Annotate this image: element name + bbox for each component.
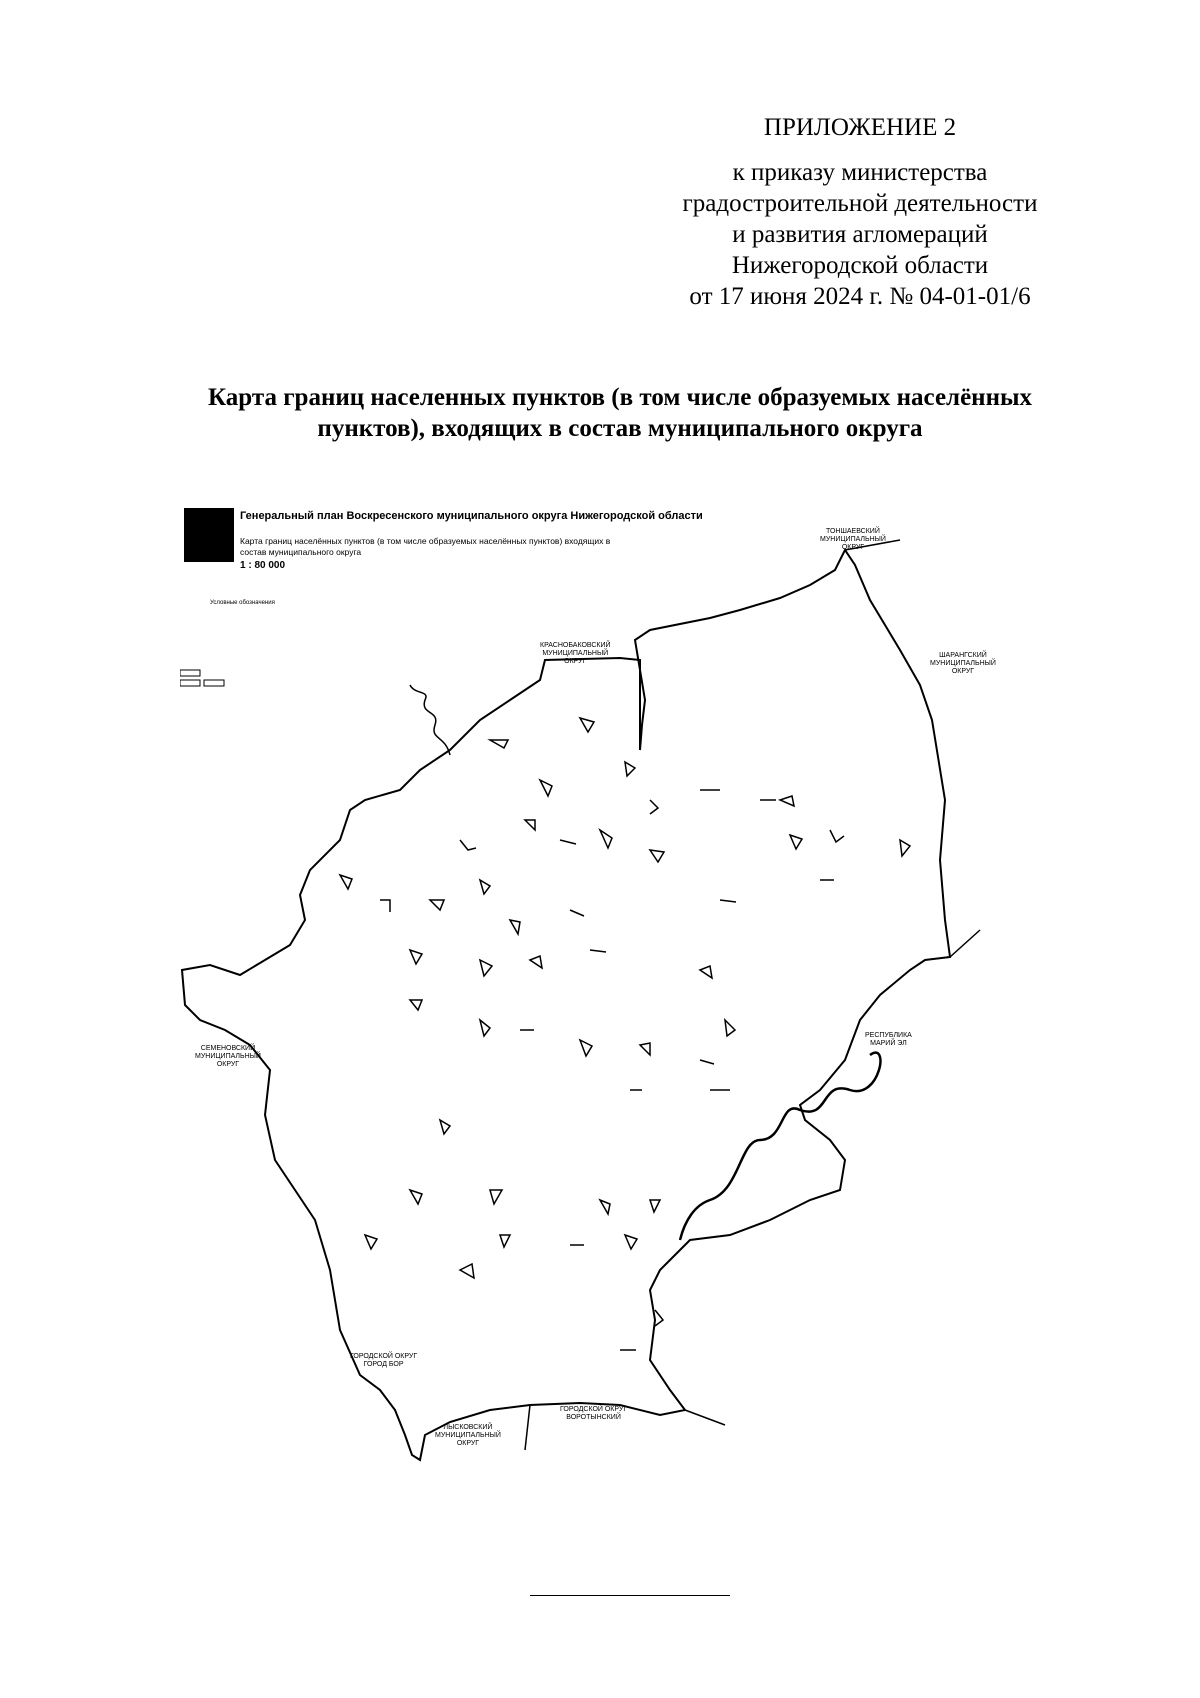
map-header [180, 500, 1080, 600]
settlement-mark [780, 796, 794, 806]
settlement-mark [625, 762, 635, 776]
appendix-line: к приказу министерства [732, 159, 988, 186]
settlement-mark [380, 900, 390, 912]
settlement-mark [500, 1235, 510, 1247]
settlement-mark [525, 820, 535, 830]
river-east [680, 1053, 880, 1240]
settlement-mark [590, 950, 606, 952]
settlement-mark [650, 850, 664, 862]
document-title-line: Карта границ населенных пунктов (в том числе образуемых населённых [207, 384, 1033, 411]
neighbor-label-sharangsky: ШАРАНГСКИЙ МУНИЦИПАЛЬНЫЙ ОКРУГ [930, 652, 996, 675]
settlement-mark [700, 966, 712, 978]
settlement-mark [480, 960, 492, 976]
settlement-mark [580, 718, 594, 732]
appendix-block [600, 112, 1120, 312]
settlement-mark [655, 1310, 663, 1326]
settlement-mark [640, 1043, 650, 1055]
neighbor-label-mari-el: РЕСПУБЛИКА МАРИЙ ЭЛ [865, 1032, 912, 1047]
settlement-mark [790, 835, 802, 849]
district-map [180, 500, 1080, 1580]
settlement-mark [480, 880, 490, 894]
settlement-mark [340, 875, 352, 889]
neighbor-label-krasnobakovsky: КРАСНОБАКОВСКИЙ МУНИЦИПАЛЬНЫЙ ОКРУГ [540, 642, 611, 665]
settlement-mark [410, 1190, 422, 1204]
settlement-mark [580, 1040, 592, 1056]
settlement-mark [725, 1020, 735, 1036]
map-subtitle: Карта границ населённых пунктов (в том числе образуемых населённых пунктов) входящих в состав муниципального округа [240, 536, 611, 557]
neighbor-label-tonshaevsky: ТОНШАЕВСКИЙ МУНИЦИПАЛЬНЫЙ ОКРУГ [820, 528, 886, 551]
map-plan-title: Генеральный план Воскресенского муниципального округа Нижегородской области [240, 510, 703, 522]
map-legend [180, 600, 330, 690]
neighbor-label-vorotynsky: ГОРОДСКОЙ ОКРУГ ВОРОТЫНСКИЙ [560, 1406, 628, 1421]
border-stub [685, 1410, 725, 1425]
settlement-mark [440, 1120, 450, 1134]
border-stub [950, 930, 980, 957]
settlement-mark [530, 956, 542, 968]
appendix-line: Нижегородской области [731, 252, 989, 279]
appendix-line: градостроительной деятельности [682, 190, 1038, 217]
settlement-mark [490, 1190, 502, 1204]
settlement-mark [460, 840, 476, 850]
appendix-line: и развития агломераций [732, 221, 988, 248]
coat-of-arms-logo [184, 508, 234, 562]
settlement-mark [480, 1020, 490, 1036]
settlement-mark [570, 910, 584, 916]
legend-title: Условные обозначения [210, 600, 275, 606]
document-title [130, 382, 1110, 444]
neighbor-label-bor: ГОРОДСКОЙ ОКРУГ ГОРОД БОР [350, 1353, 418, 1368]
settlement-mark [650, 800, 658, 814]
river-northwest [410, 685, 450, 755]
document-title-line: пунктов), входящих в состав муниципального округа [317, 415, 923, 442]
footer-divider [530, 1595, 730, 1596]
appendix-heading: ПРИЛОЖЕНИЕ 2 [763, 114, 957, 141]
settlement-mark [560, 840, 576, 844]
settlement-mark [490, 740, 508, 748]
appendix-line: от 17 июня 2024 г. № 04-01-01/6 [689, 283, 1031, 310]
settlement-mark [600, 830, 612, 848]
settlement-mark [430, 900, 444, 910]
settlement-mark [410, 950, 422, 964]
settlement-mark [540, 780, 552, 796]
settlement-mark [700, 1060, 714, 1064]
settlement-mark [830, 830, 844, 842]
border-stub [525, 1405, 530, 1450]
settlement-mark [510, 920, 520, 934]
settlement-mark [600, 1200, 610, 1214]
settlement-mark [365, 1235, 377, 1249]
map-scale: 1 : 80 000 [240, 560, 286, 571]
settlement-mark [900, 840, 910, 856]
settlement-marks [340, 718, 910, 1350]
settlement-mark [720, 900, 736, 902]
settlement-mark [650, 1200, 660, 1212]
settlement-mark [625, 1235, 637, 1249]
settlement-mark [460, 1264, 474, 1278]
neighbor-label-lyskovsky: ЛЫСКОВСКИЙ МУНИЦИПАЛЬНЫЙ ОКРУГ [435, 1424, 501, 1447]
settlement-mark [410, 1000, 422, 1010]
neighbor-label-semenovsky: СЕМЕНОВСКИЙ МУНИЦИПАЛЬНЫЙ ОКРУГ [195, 1045, 261, 1068]
